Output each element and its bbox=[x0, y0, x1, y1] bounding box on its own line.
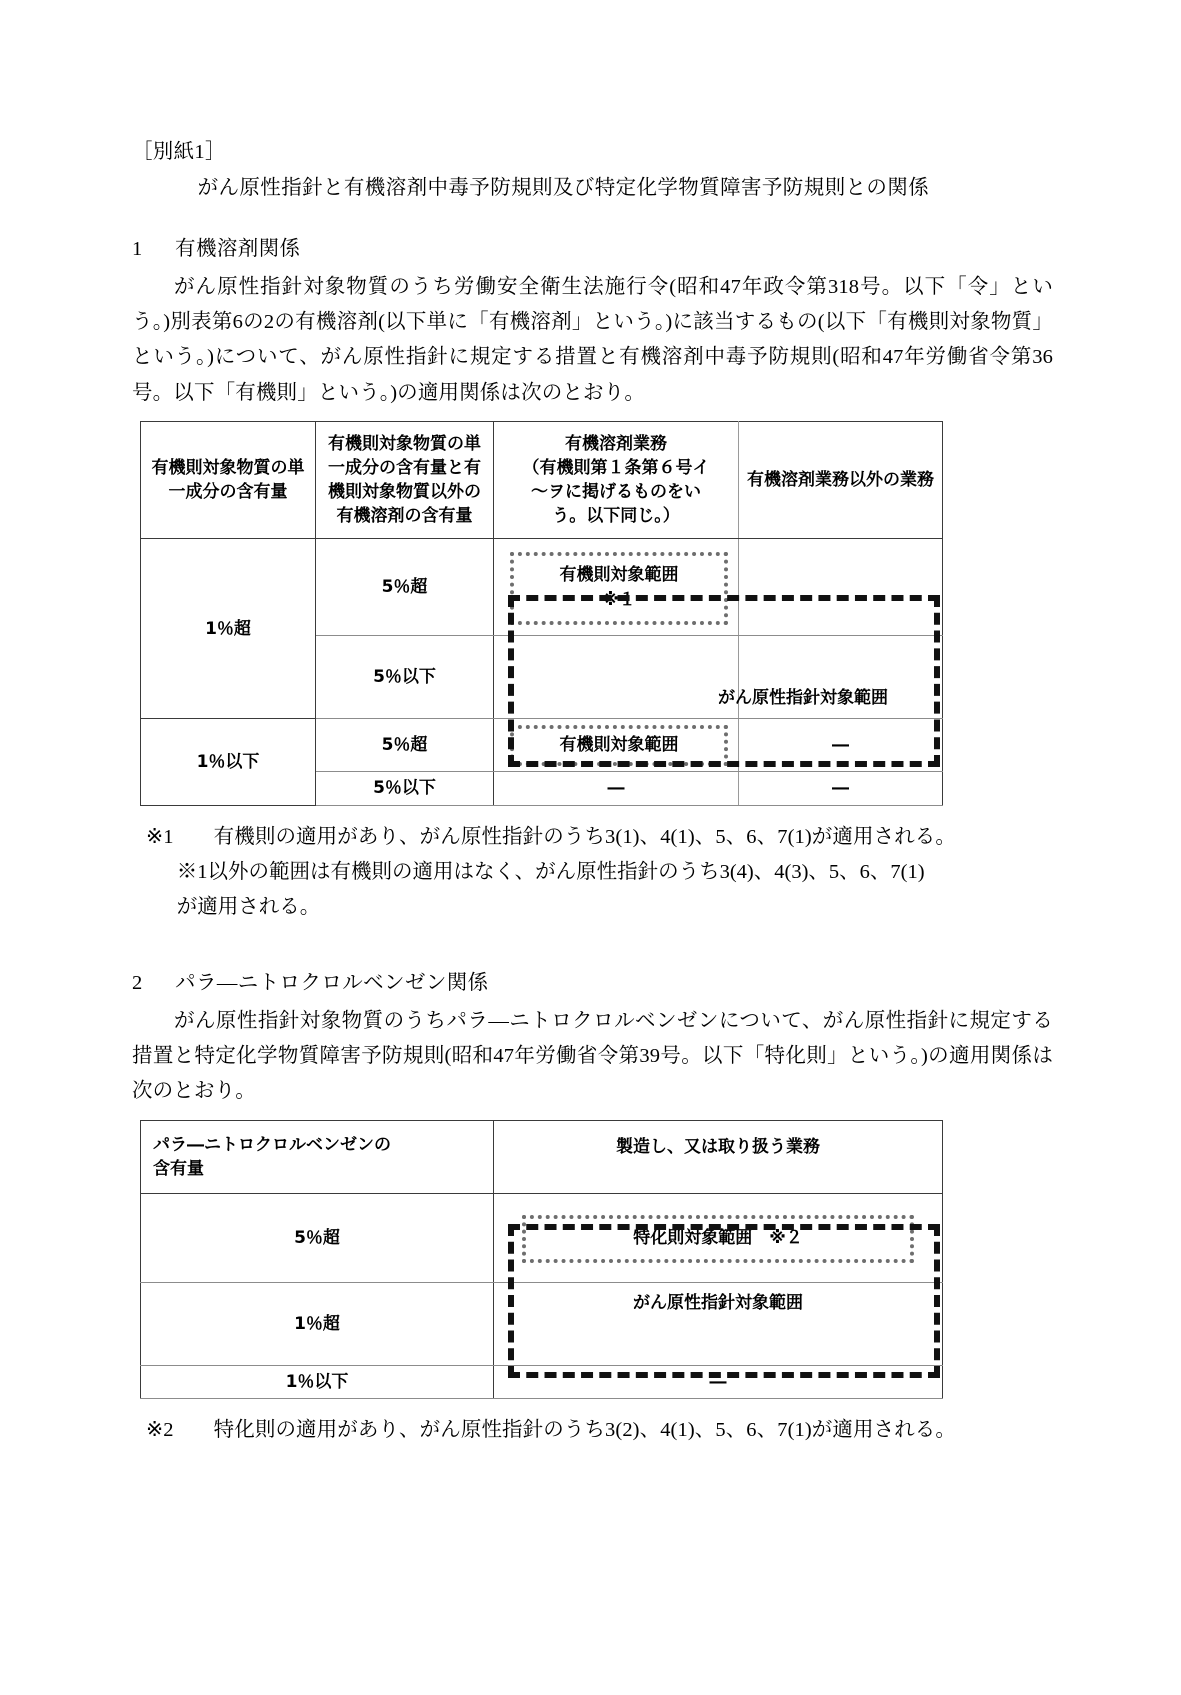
note-1-sub-line-2: が適用される。 bbox=[176, 896, 321, 919]
table1-header-col3-line3: ～ヲに掲げるものをい bbox=[531, 482, 701, 503]
carcinogen-guideline-scope-label-1: がん原性指針対象範囲 bbox=[718, 687, 888, 708]
pnc-table bbox=[140, 1120, 943, 1399]
section-2-paragraph: がん原性指針対象物質のうちパラ―ニトロクロルベンゼンについて、がん原性指針に規定する措置と特定化学物質障害予防規則(昭和47年労働省令第39号。以下「特化則」という。)の適用関係は次のとおり。 bbox=[132, 1009, 1053, 1103]
table-row bbox=[141, 1193, 943, 1282]
organic-rule-scope-label-1: 有機則対象範囲 bbox=[559, 564, 679, 585]
table1-r3-col2: 5％超 bbox=[316, 719, 494, 772]
organic-rule-scope-label-2: 有機則対象範囲 bbox=[559, 734, 679, 755]
table1-r2-col3 bbox=[494, 636, 739, 719]
table1-r3-col3 bbox=[494, 719, 739, 772]
table1-header-col3-line2: （有機則第１条第６号イ bbox=[522, 458, 710, 479]
document-title: がん原性指針と有機溶剤中毒予防規則及び特定化学物質障害予防規則との関係 bbox=[197, 176, 930, 199]
table1-header-col2: 有機則対象物質の単一成分の含有量と有機則対象物質以外の有機溶剤の含有量 bbox=[316, 421, 494, 539]
section-1-paragraph: がん原性指針対象物質のうち労働安全衛生法施行令(昭和47年政令第318号。以下「令」という。)別表第6の2の有機溶剤(以下単に「有機溶剤」という。)に該当するもの(以下「有機則対象物質」という。)について、がん原性指針に規定する措置と有機溶剤中毒予防規則(昭和47年労働省令第36号。以下「有機則」という。)の適用関係は次のとおり。 bbox=[132, 275, 1053, 404]
pnc-table-wrap bbox=[140, 1120, 942, 1399]
table1-r1-col2: 5％超 bbox=[316, 539, 494, 636]
table2-r2-col2: がん原性指針対象範囲 bbox=[494, 1282, 943, 1365]
table2-header-col2: 製造し、又は取り扱う業務 bbox=[494, 1120, 943, 1193]
special-rule-scope-label: 特化則対象範囲 ※２ bbox=[633, 1228, 803, 1249]
table2-r3-col2: ― bbox=[494, 1365, 943, 1398]
table-header-row bbox=[141, 1120, 943, 1193]
table2-header-col1-line2: 含有量 bbox=[153, 1158, 204, 1179]
organic-solvent-table bbox=[140, 421, 943, 806]
table-row bbox=[141, 719, 943, 772]
note-1-sub-line-1: ※1以外の範囲は有機則の適用はなく、がん原性指針のうち3(4)、4(3)、5、6、7(1) bbox=[176, 860, 925, 883]
table2-header-col1 bbox=[141, 1120, 494, 1193]
table1-header-col3-line4: う。以下同じ。） bbox=[552, 506, 680, 527]
table1-r3-col1: 1％以下 bbox=[141, 719, 316, 805]
table1-r1-col1: 1％超 bbox=[141, 539, 316, 719]
table1-r3-col4: ― bbox=[739, 719, 943, 772]
table1-r4-col4: ― bbox=[739, 772, 943, 805]
table1-r1-col3 bbox=[494, 539, 739, 636]
table-header-row bbox=[141, 421, 943, 539]
table1-r2-col2: 5％以下 bbox=[316, 636, 494, 719]
note-1-marker: ※1 bbox=[146, 825, 174, 848]
organic-rule-scope-note-ref-1: ※１ bbox=[602, 590, 636, 611]
section-2-title: パラ―ニトロクロルベンゼン関係 bbox=[175, 972, 489, 995]
table2-r3-col1: 1％以下 bbox=[141, 1365, 494, 1398]
note-1 bbox=[132, 820, 1053, 855]
section-2-number: 2 bbox=[132, 972, 143, 995]
attachment-tag: ［別紙1］ bbox=[132, 141, 226, 163]
note-1-text: 有機則の適用があり、がん原性指針のうち3(1)、4(1)、5、6、7(1)が適用される。 bbox=[213, 825, 956, 848]
section-1-heading bbox=[132, 235, 1053, 264]
table-row bbox=[141, 539, 943, 636]
organic-solvent-table-wrap bbox=[140, 421, 942, 806]
note-2-text: 特化則の適用があり、がん原性指針のうち3(2)、4(1)、5、6、7(1)が適用される。 bbox=[213, 1419, 956, 1442]
note-2 bbox=[132, 1413, 1053, 1448]
table1-header-col3 bbox=[494, 421, 739, 539]
section-2-heading bbox=[132, 969, 1053, 998]
table2-header-col1-line1: パラ―ニトロクロルベンゼンの bbox=[153, 1134, 391, 1155]
table2-r2-col1: 1％超 bbox=[141, 1282, 494, 1365]
organic-rule-scope-dotted-box-1 bbox=[510, 552, 728, 625]
special-rule-scope-dotted-box bbox=[522, 1215, 914, 1263]
table-row bbox=[141, 1365, 943, 1398]
table2-r1-col1: 5％超 bbox=[141, 1193, 494, 1282]
table1-header-col4: 有機溶剤業務以外の業務 bbox=[739, 421, 943, 539]
section-1-title: 有機溶剤関係 bbox=[175, 238, 301, 261]
table-row bbox=[141, 1282, 943, 1365]
table1-header-col3-line1: 有機溶剤業務 bbox=[565, 433, 667, 454]
organic-rule-scope-dotted-box-2 bbox=[510, 725, 728, 767]
table1-r1-col4 bbox=[739, 539, 943, 636]
table1-header-col1: 有機則対象物質の単一成分の含有量 bbox=[141, 421, 316, 539]
note-2-marker: ※2 bbox=[146, 1419, 174, 1442]
table1-r4-col2: 5％以下 bbox=[316, 772, 494, 805]
section-1-number: 1 bbox=[132, 238, 143, 261]
table2-r1-col2 bbox=[494, 1193, 943, 1282]
table1-r4-col3: ― bbox=[494, 772, 739, 805]
